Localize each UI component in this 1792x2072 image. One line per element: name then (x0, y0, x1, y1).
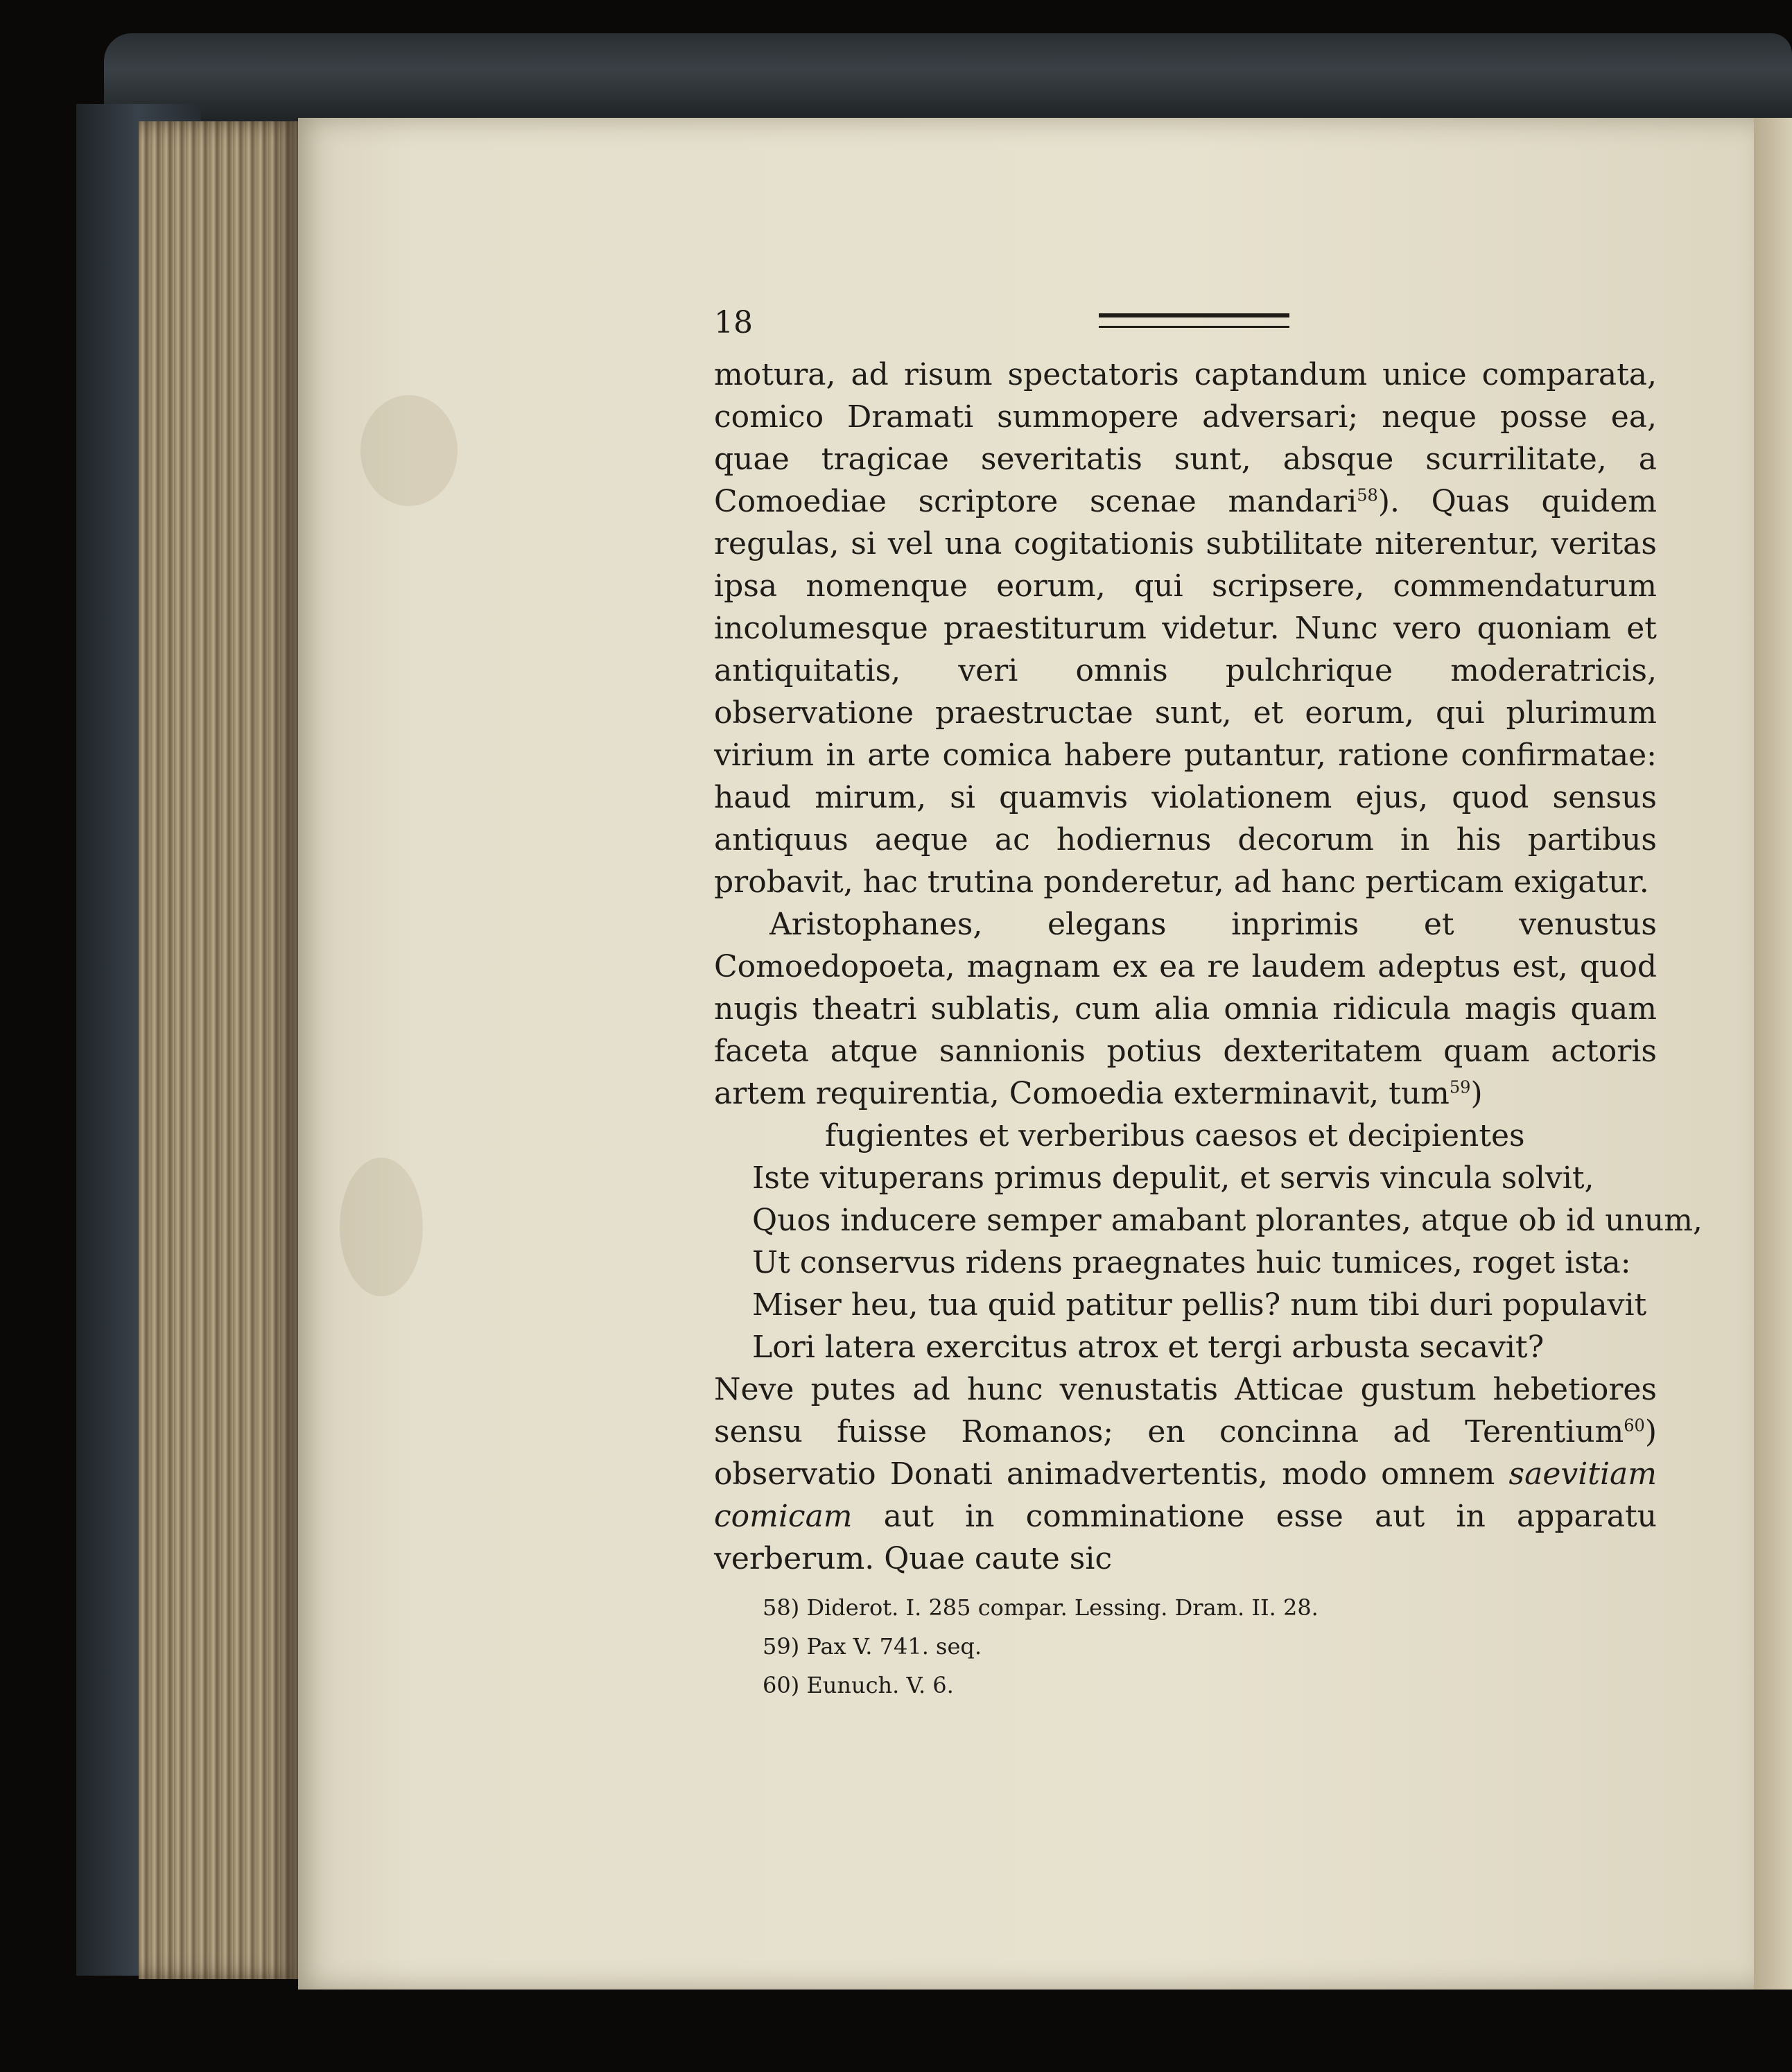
paragraph-text: ). Quas quidem regulas, si vel una cogitationis subtilitate niterentur, veritas ipsa nomenque eorum, qui scripsere, commendaturum incolumesque praestiturum videtur. Nunc vero quoniam et antiquitatis, veri omnis pulchrique moderatricis, observatione praestructae sunt, et eorum, qui plurimum virium in arte comica habere putantur, ratione confirmatae: haud mirum, si quamvis violationem ejus, quod sensus antiquus aeque ac hodiernus decorum in his partibus probavit, hac trutina ponderetur, ad hanc perticam exigatur. (714, 484, 1657, 900)
verse-line: Ut conservus ridens praegnates huic tumices, roget ista: (752, 1245, 1631, 1280)
verse-line: Quos inducere semper amabant plorantes, atque ob id unum, (752, 1203, 1703, 1238)
footnotes (714, 1588, 1657, 1705)
text-block (714, 305, 1703, 1705)
verse-quotation (714, 1115, 1703, 1368)
paragraph-2 (714, 903, 1657, 1115)
footnote-ref-59: 59 (1449, 1077, 1471, 1097)
verse-line: Lori latera exercitus atrox et tergi arbusta secavit? (752, 1330, 1545, 1365)
verse-line: Iste vituperans primus depulit, et servis vincula solvit, (752, 1160, 1594, 1196)
paper-stain (360, 395, 458, 506)
paragraph-text: aut in comminatione esse aut in apparatu verberum. Quae caute sic (714, 1499, 1657, 1576)
page-number: 18 (714, 305, 753, 340)
header-rule (1099, 313, 1289, 328)
footnote: 60) Eunuch. V. 6. (763, 1672, 954, 1698)
paragraph-text: motura, ad risum spectatoris captandum unice comparata, comico Dramati summopere adversari; neque posse ea, quae tragicae severitatis sunt, absque scurrilitate, a Comoediae scriptore scenae mandari (714, 357, 1657, 519)
paragraph-text: ) observatio Donati animadvertentis, modo omnem (714, 1414, 1657, 1492)
page-edges (139, 121, 298, 1979)
verse-line: Miser heu, tua quid patitur pellis? num tibi duri populavit (752, 1287, 1647, 1323)
paragraph-text: Neve putes ad hunc venustatis Atticae gustum hebetiores sensu fuisse Romanos; en concinna ad Terentium (714, 1372, 1657, 1449)
footnote: 58) Diderot. I. 285 compar. Lessing. Dram. II. 28. (763, 1594, 1319, 1621)
page-header (714, 305, 1657, 354)
verse-line: fugientes et verberibus caesos et decipientes (825, 1118, 1525, 1153)
paragraph-text: Aristophanes, elegans inprimis et venustus Comoedopoeta, magnam ex ea re laudem adeptus est, quod nugis theatri sublatis, cum alia omnia ridicula magis quam faceta atque sannionis potius dexteritatem quam actoris artem requirentia, Comoedia exterminavit, tum (714, 907, 1657, 1111)
footnote: 59) Pax V. 741. seq. (763, 1633, 982, 1660)
paragraph-1 (714, 354, 1657, 903)
footnote-ref-60: 60 (1624, 1416, 1645, 1436)
facing-page-edge (1754, 118, 1792, 1990)
footnote-ref-58: 58 (1357, 485, 1378, 505)
paragraph-3 (714, 1368, 1657, 1580)
paragraph-text: ) (1470, 1076, 1483, 1111)
book-spine-top (104, 33, 1792, 123)
italic-phrase: saevitiam comicam (714, 1456, 1657, 1534)
paper-stain (340, 1158, 423, 1296)
